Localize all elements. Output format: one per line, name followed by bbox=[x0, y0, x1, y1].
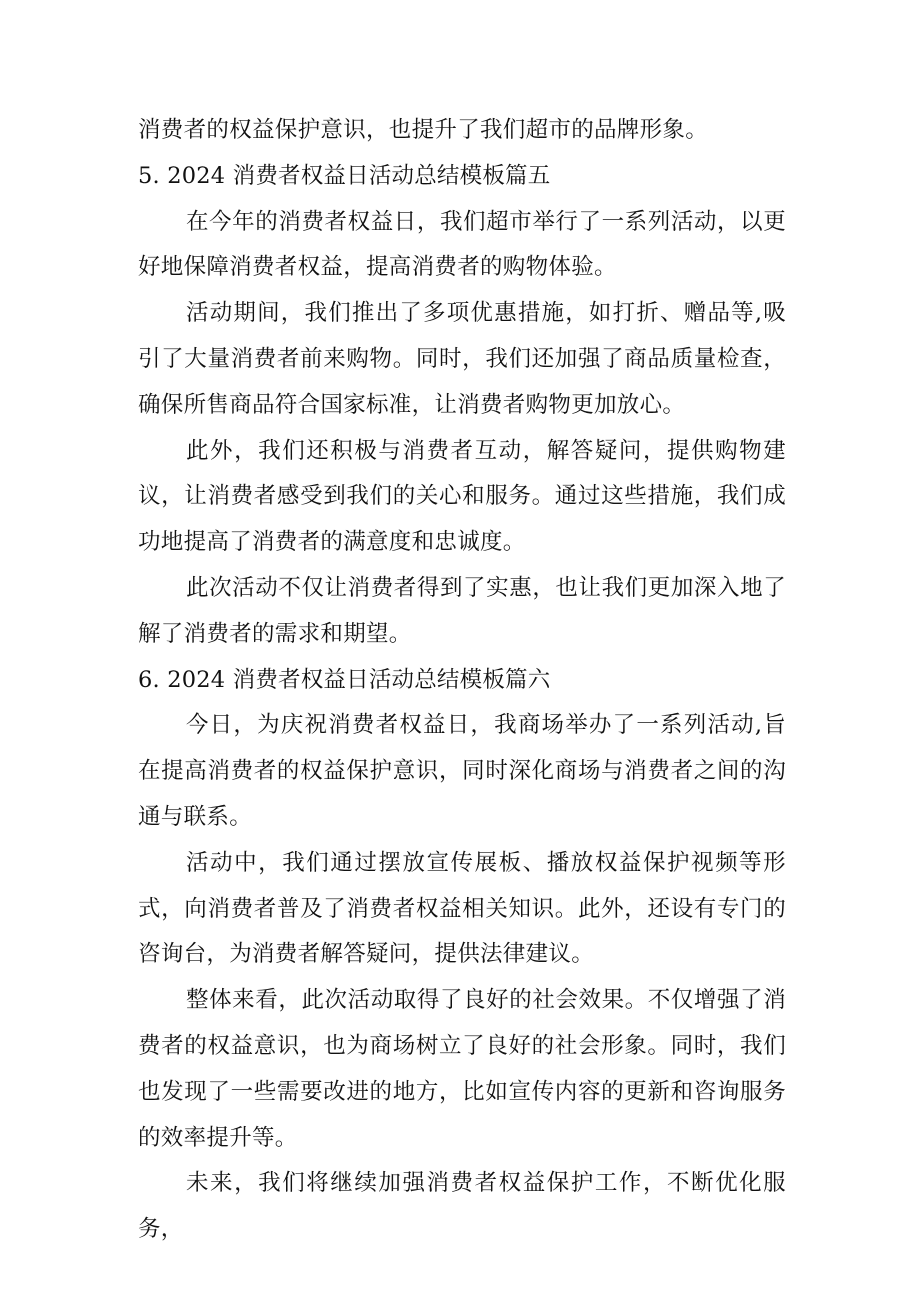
paragraph: 此外，我们还积极与消费者互动，解答疑问，提供购物建议，让消费者感受到我们的关心和服务。通过这些措施，我们成功地提高了消费者的满意度和忠诚度。 bbox=[138, 437, 786, 556]
paragraph: 整体来看，此次活动取得了良好的社会效果。不仅增强了消费者的权益意识，也为商场树立了良好的社会形象。同时，我们也发现了一些需要改进的地方，比如宣传内容的更新和咨询服务的效率提升等。 bbox=[138, 987, 786, 1151]
paragraph-truncated: 未来，我们将继续加强消费者权益保护工作，不断优化服务， bbox=[138, 1170, 786, 1243]
section-heading-6: 6. 2024 消费者权益日活动总结模板篇六 bbox=[138, 666, 551, 693]
paragraph: 此次活动不仅让消费者得到了实惠，也让我们更加深入地了解了消费者的需求和期望。 bbox=[138, 574, 786, 647]
paragraph: 活动期间，我们推出了多项优惠措施，如打折、赠品等,吸引了大量消费者前来购物。同时，我们还加强了商品质量检查，确保所售商品符合国家标准，让消费者购物更加放心。 bbox=[138, 300, 786, 418]
paragraph: 活动中，我们通过摆放宣传展板、播放权益保护视频等形式，向消费者普及了消费者权益相关知识。此外，还设有专门的咨询台，为消费者解答疑问，提供法律建议。 bbox=[138, 849, 786, 968]
document-body bbox=[138, 108, 786, 1253]
paragraph: 在今年的消费者权益日，我们超市举行了一系列活动，以更好地保障消费者权益，提高消费者的购物体验。 bbox=[138, 208, 786, 281]
section-heading-5: 5. 2024 消费者权益日活动总结模板篇五 bbox=[138, 162, 551, 189]
paragraph: 今日，为庆祝消费者权益日，我商场举办了一系列活动,旨在提高消费者的权益保护意识，同时深化商场与消费者之间的沟通与联系。 bbox=[138, 712, 786, 830]
paragraph-continued: 消费者的权益保护意识，也提升了我们超市的品牌形象。 bbox=[138, 117, 709, 143]
